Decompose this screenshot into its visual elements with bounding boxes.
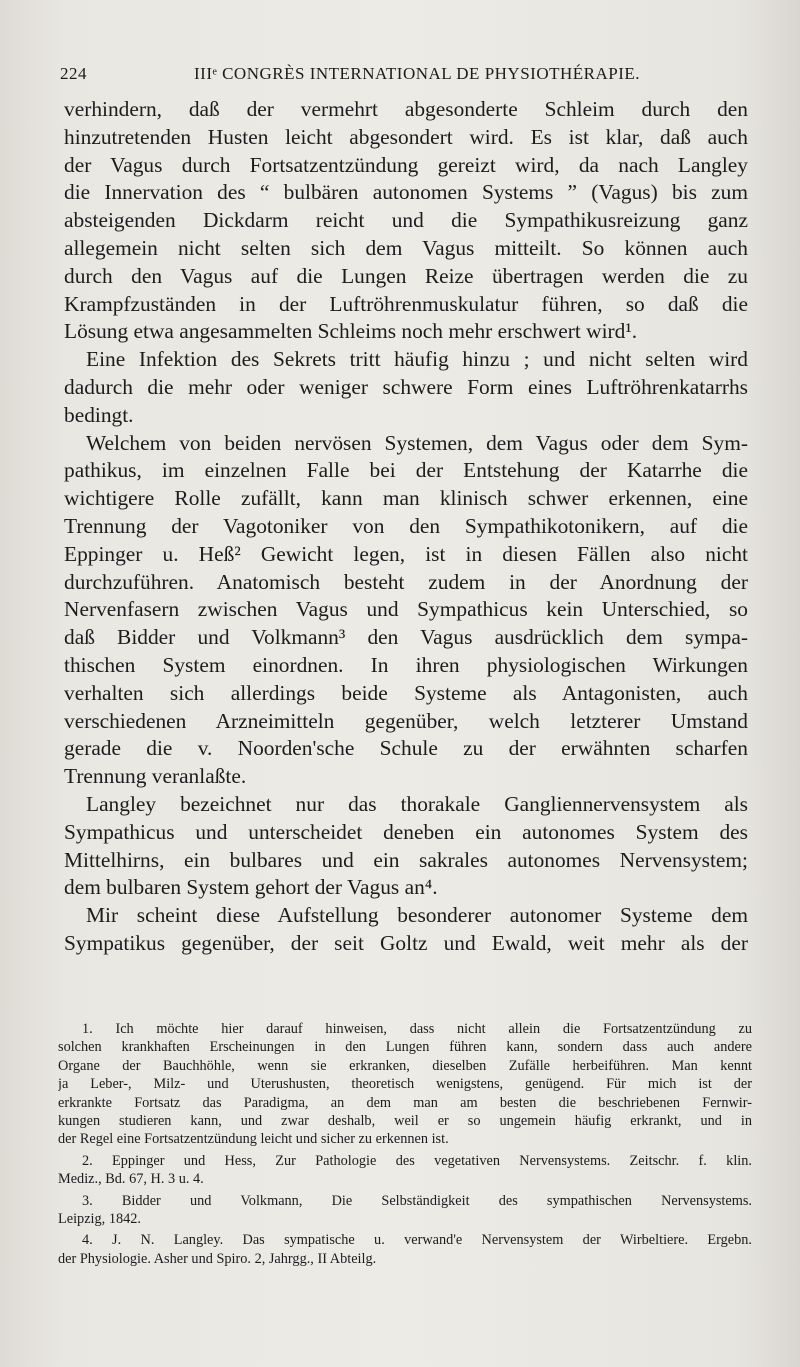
text-line: dadurch die mehr oder weniger schwere Form eines Luftröhrenkatarrhs	[64, 374, 748, 399]
text-line: pathikus, im einzelnen Falle bei der Entstehung der Katarrhe die	[64, 458, 748, 483]
footnote-line: Organe der Bauchhöhle, wenn sie erkranken, dieselben Zufälle herbeiführen. Man kennt	[58, 1057, 752, 1074]
footnote-line: 2. Eppinger und Hess, Zur Pathologie des vegetativen Nervensystems. Zeitschr. f. klin.	[82, 1152, 752, 1169]
footnote-line: erkrankte Fortsatz das Paradigma, an dem man am besten die beschriebenen Fernwir-	[58, 1094, 752, 1111]
text-line: hinzutretenden Husten leicht abgesondert wird. Es ist klar, daß auch	[64, 124, 748, 149]
text-line: verhindern, daß der vermehrt abgesonderte Schleim durch den	[64, 97, 748, 121]
footnotes	[58, 1020, 752, 1268]
text-line: thischen System einordnen. In ihren physiologischen Wirkungen	[64, 652, 748, 677]
text-line: daß Bidder und Volkmann³ den Vagus ausdrücklich dem sympa-	[64, 625, 748, 650]
text-line: Mittelhirns, ein bulbares und ein sakrales autonomes Nervensystem;	[64, 847, 748, 872]
footnote-line: ja Leber-, Milz- und Uterushusten, theoretisch wenigstens, genügend. Für mich ist der	[58, 1076, 752, 1093]
text-line: allegemein nicht selten sich dem Vagus mitteilt. So können auch	[64, 235, 748, 260]
footnote-line: Mediz., Bd. 67, H. 3 u. 4.	[58, 1171, 204, 1188]
running-header	[60, 64, 740, 90]
footnote-line: 1. Ich möchte hier darauf hinweisen, dass nicht allein die Fortsatzentzündung zu	[82, 1021, 752, 1037]
text-line: dem bulbaren System gehort der Vagus an⁴.	[64, 875, 438, 900]
text-line: die Innervation des “ bulbären autonomen Systems ” (Vagus) bis zum	[64, 180, 748, 205]
page-number: 224	[60, 64, 87, 83]
footnote-line: 4. J. N. Langley. Das sympatische u. verwand'e Nervensystem der Wirbeltiere. Ergebn.	[82, 1232, 752, 1249]
footnote-line: der Physiologie. Asher und Spiro. 2, Jahrgg., II Abteilg.	[58, 1250, 377, 1267]
text-line: gerade die v. Noorden'sche Schule zu der erwähnten scharfen	[64, 736, 748, 761]
text-line: absteigenden Dickdarm reicht und die Sympathikusreizung ganz	[64, 208, 748, 233]
text-line: Eine Infektion des Sekrets tritt häufig hinzu ; und nicht selten wird	[86, 347, 748, 372]
text-line: Welchem von beiden nervösen Systemen, dem Vagus oder dem Sym-	[86, 430, 748, 455]
text-line: Nervenfasern zwischen Vagus und Sympathicus kein Unterschied, so	[64, 597, 748, 622]
text-line: Trennung veranlaßte.	[64, 764, 247, 789]
text-line: wichtigere Rolle zufällt, kann man klinisch schwer erkennen, eine	[64, 486, 748, 511]
text-line: durch den Vagus auf die Lungen Reize übertragen werden die zu	[64, 263, 748, 288]
text-line: Trennung der Vagotoniker von den Sympathikotonikern, auf die	[64, 513, 748, 538]
text-line: verschiedenen Arzneimitteln gegenüber, welch letzterer Umstand	[64, 708, 748, 733]
text-line: Krampfzuständen in der Luftröhrenmuskulatur führen, so daß die	[64, 291, 748, 316]
text-line: durchzuführen. Anatomisch besteht zudem in der Anordnung der	[64, 569, 748, 594]
body-text	[64, 96, 748, 958]
text-line: der Vagus durch Fortsatzentzündung gereizt wird, da nach Langley	[64, 152, 748, 177]
text-line: verhalten sich allerdings beide Systeme als Antagonisten, auch	[64, 680, 748, 705]
text-line: Langley bezeichnet nur das thorakale Gangliennervensystem als	[86, 791, 748, 816]
footnote-line: der Regel eine Fortsatzentzündung leicht und sicher zu erkennen ist.	[58, 1131, 449, 1148]
text-line: Lösung etwa angesammelten Schleims noch mehr erschwert wird¹.	[64, 319, 638, 344]
text-line: Sympathicus und unterscheidet deneben ein autonomes System des	[64, 819, 748, 844]
footnote-line: solchen krankhaften Erscheinungen in den Lungen führen kann, sondern dass auch andere	[58, 1039, 752, 1056]
text-line: bedingt.	[64, 402, 134, 427]
text-line: Eppinger u. Heß² Gewicht legen, ist in diesen Fällen also nicht	[64, 541, 748, 566]
footnote-line: Leipzig, 1842.	[58, 1210, 141, 1227]
text-line: Sympatikus gegenüber, der seit Goltz und Ewald, weit mehr als der	[64, 930, 748, 955]
footnote-line: 3. Bidder und Volkmann, Die Selbständigkeit des sympathischen Nervensystems.	[82, 1192, 752, 1209]
text-line: Mir scheint diese Aufstellung besonderer autonomer Systeme dem	[86, 903, 748, 928]
footnote-line: kungen studieren kann, und zwar deshalb, weil er so ungemein häufig erkrankt, und in	[58, 1112, 752, 1129]
running-title: IIIᵉ CONGRÈS INTERNATIONAL DE PHYSIOTHÉRAPIE.	[194, 64, 641, 83]
